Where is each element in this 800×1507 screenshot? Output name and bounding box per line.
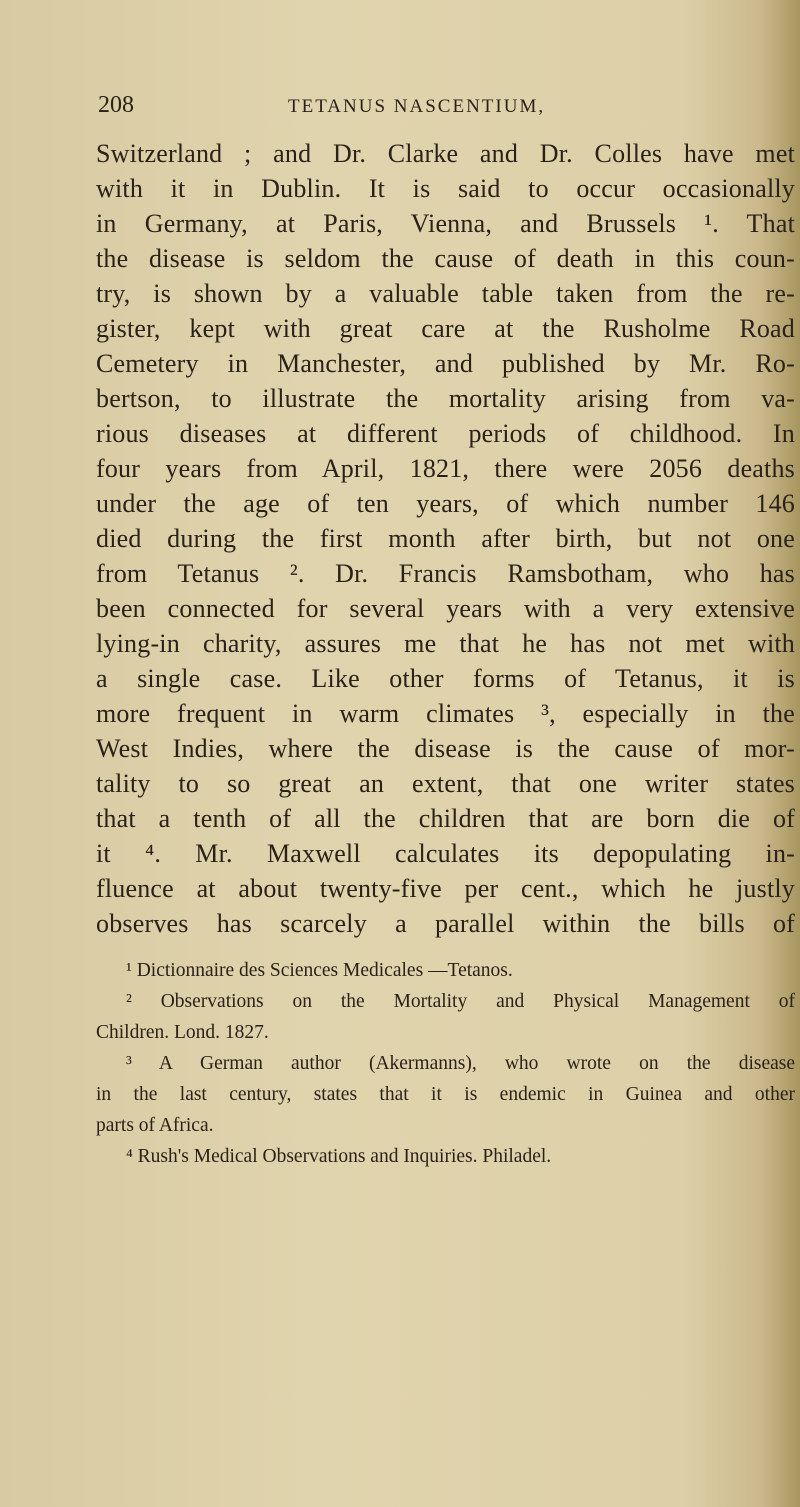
text-line: four years from April, 1821, there were 2056 deaths (96, 454, 795, 483)
text-line: rious diseases at different periods of childhood. In (96, 419, 795, 448)
footnote-line: parts of Africa. (96, 1115, 214, 1136)
text-line: the disease is seldom the cause of death in this coun- (96, 244, 795, 273)
page-number: 208 (98, 92, 134, 118)
footnote-line: Children. Lond. 1827. (96, 1022, 269, 1043)
text-line: lying-in charity, assures me that he has not met with (96, 629, 795, 658)
text-line: gister, kept with great care at the Rusholme Road (96, 314, 795, 343)
footnote-line: ⁴ Rush's Medical Observations and Inquiries. Philadel. (126, 1146, 552, 1167)
footnote-line: ³ A German author (Akermanns), who wrote on the disease (126, 1053, 795, 1074)
text-line: tality to so great an extent, that one writer states (96, 769, 795, 798)
text-line: been connected for several years with a very extensive (96, 594, 795, 623)
page-header (98, 92, 738, 122)
text-line: it ⁴. Mr. Maxwell calculates its depopulating in- (96, 839, 795, 868)
text-line: more frequent in warm climates ³, especially in the (96, 699, 795, 728)
running-title: TETANUS NASCENTIUM, (288, 96, 546, 117)
text-line: bertson, to illustrate the mortality arising from va- (96, 384, 795, 413)
text-line: a single case. Like other forms of Tetanus, it is (96, 664, 795, 693)
text-line: with it in Dublin. It is said to occur occasionally (96, 174, 795, 203)
text-line: Cemetery in Manchester, and published by Mr. Ro- (96, 349, 795, 378)
text-line: that a tenth of all the children that are born die of (96, 804, 795, 833)
text-line: try, is shown by a valuable table taken from the re- (96, 279, 795, 308)
footnote-line: in the last century, states that it is endemic in Guinea and other (96, 1084, 795, 1105)
footnote-line: ² Observations on the Mortality and Physical Management of (126, 991, 795, 1012)
text-line: fluence at about twenty-five per cent., which he justly (96, 874, 795, 903)
text-line: West Indies, where the disease is the cause of mor- (96, 734, 795, 763)
body-text (96, 136, 795, 941)
footnote-line: ¹ Dictionnaire des Sciences Medicales —Tetanos. (126, 960, 513, 981)
text-line: under the age of ten years, of which number 146 (96, 489, 795, 518)
text-line: died during the first month after birth, but not one (96, 524, 795, 553)
text-line: observes has scarcely a parallel within the bills of (96, 909, 795, 938)
text-line: Switzerland ; and Dr. Clarke and Dr. Colles have met (96, 139, 795, 168)
footnotes (96, 955, 795, 1172)
text-line: in Germany, at Paris, Vienna, and Brussels ¹. That (96, 209, 795, 238)
text-line: from Tetanus ². Dr. Francis Ramsbotham, who has (96, 559, 795, 588)
